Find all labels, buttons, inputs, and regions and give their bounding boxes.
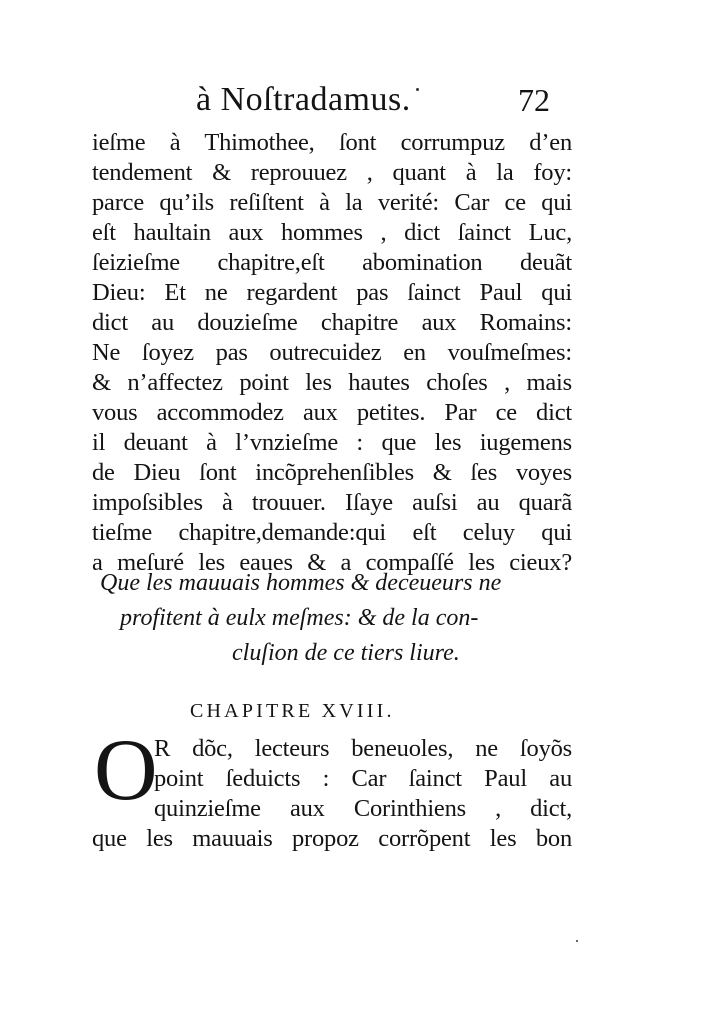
chapter-label: CHAPITRE XVIII. [190,700,395,722]
text-line: tieſme chapitre,demande:qui eſt celuy qui [92,519,572,546]
chapter-heading-line: profitent à eulx meſmes: & de la con- [120,605,479,631]
text-line: Ne ſoyez pas outrecuidez en vouſmeſmes: [92,339,572,366]
running-head [0,78,709,122]
text-line: quinzieſme aux Corinthiens , dict, [154,795,572,822]
ink-speck [416,88,419,91]
chapter-text [92,734,572,854]
text-line: il deuant à l’vnzieſme : que les iugemens [92,429,572,456]
chapter-heading-line: cluſion de ce tiers liure. [232,640,460,666]
text-line: point ſeduicts : Car ſainct Paul au [154,765,572,792]
chapter-heading [100,566,560,671]
text-line: a meſuré les eaues & a compaſſé les cieux? [92,549,572,576]
body-text [92,128,572,578]
text-line: Dieu: Et ne regardent pas ſainct Paul qui [92,279,572,306]
text-line: dict au douzieſme chapitre aux Romains: [92,309,572,336]
running-title: à Noſtradamus. [196,81,411,118]
chapter-heading-line: Que les mauuais hommes & deceueurs ne [100,570,502,596]
ink-speck [576,940,578,942]
text-line: impoſsibles à trouuer. Iſaye auſsi au quarã [92,489,572,516]
text-line: vous accommodez aux petites. Par ce dict [92,399,572,426]
text-line: eſt haultain aux hommes , dict ſainct Luc, [92,219,572,246]
text-line: que les mauuais propoz corrõpent les bon [92,825,572,852]
text-line: ieſme à Thimothee, ſont corrumpuz d’en [92,129,572,156]
drop-cap: O [94,722,158,819]
text-line: tendement & reprouuez , quant à la foy: [92,159,572,186]
text-line: de Dieu ſont incõprehenſibles & ſes voyes [92,459,572,486]
text-line: & n’affectez point les hautes choſes , mais [92,369,572,396]
page-number: 72 [518,82,550,118]
text-line: ſeizieſme chapitre,eſt abomination deuãt [92,249,572,276]
text-line: parce qu’ils reſiſtent à la verité: Car ce qui [92,189,572,216]
text-line: R dõc, lecteurs beneuoles, ne ſoyõs [154,735,572,762]
